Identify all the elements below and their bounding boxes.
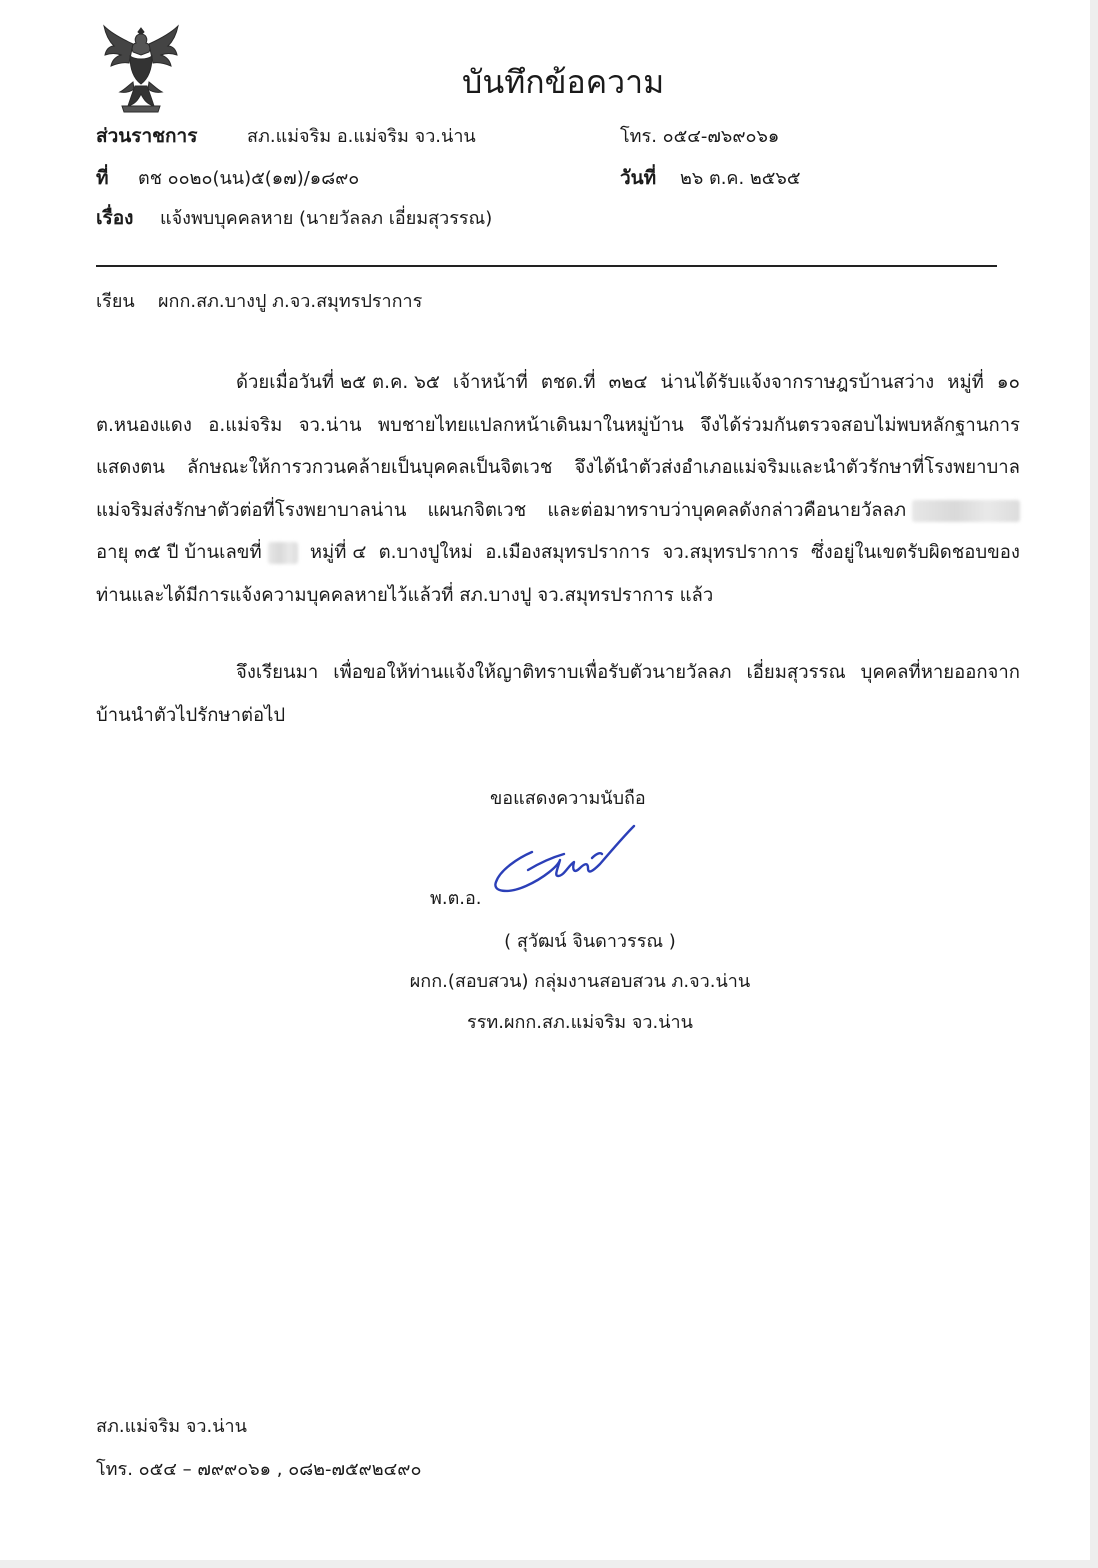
body-paragraph-1 [96, 362, 1020, 617]
text-segment: อ.เมืองสมุทรปราการ [485, 542, 651, 563]
text-segment: ๑๐ [996, 372, 1020, 393]
text-segment: ลักษณะให้การวกวนคล้ายเป็นบุคคลเป็นจิตเวช [186, 457, 553, 478]
paragraph-line [96, 447, 1020, 490]
paragraph-line [96, 652, 1020, 695]
closing-regards: ขอแสดงความนับถือ [490, 788, 646, 809]
text-segment: หมู่ที่ ๔ [309, 542, 367, 563]
text-segment: แสดงตน [96, 457, 165, 478]
division-value: สภ.แม่จริม อ.แม่จริม จว.น่าน [247, 126, 476, 147]
salutation-label: เรียน [96, 291, 135, 312]
footer-phone: โทร. ๐๕๔ – ๗๙๙๐๖๑ , ๐๘๒-๗๕๙๒๔๙๐ [96, 1459, 422, 1480]
text-segment [547, 490, 1020, 533]
redacted-house-number [268, 542, 298, 564]
redacted-surname [912, 500, 1020, 522]
text-segment: จว.สมุทรปราการ [662, 542, 799, 563]
handwritten-signature [488, 818, 648, 898]
text-segment: ตชด.ที่ [540, 372, 596, 393]
text-segment [96, 532, 298, 575]
date-label: วันที่ [620, 167, 657, 189]
garuda-emblem [100, 22, 182, 114]
date-value: ๒๖ ต.ค. ๒๕๖๕ [680, 168, 801, 189]
ref-value: ตช ๐๐๒๐(นน)๕(๑๗)/๑๘๙๐ [138, 168, 360, 189]
paragraph-line [96, 532, 1020, 575]
text-segment: ซึ่งอยู่ในเขตรับผิดชอบของ [811, 542, 1020, 563]
text-segment: จึงได้นำตัวส่งอำเภอแม่จริมและนำตัวรักษาที่โรงพยาบาล [574, 457, 1020, 478]
subject-value: แจ้งพบบุคคลหาย (นายวัลลภ เอี่ยมสุวรรณ) [160, 208, 493, 229]
phone-value: โทร. ๐๕๔-๗๖๙๐๖๑ [620, 126, 780, 147]
body-paragraph-2 [96, 652, 1020, 737]
text-segment: เพื่อขอให้ท่านแจ้งให้ญาติทราบเพื่อรับตัวนายวัลลภ [333, 662, 732, 683]
salutation-value: ผกก.สภ.บางปู ภ.จว.สมุทรปราการ [158, 291, 423, 312]
text-segment: ๓๒๔ [608, 372, 648, 393]
paragraph-line [96, 490, 1020, 533]
text-segment: เอี่ยมสุวรรณ [746, 662, 846, 683]
signer-name: ( สุวัฒน์ จินดาวรรณ ) [504, 931, 676, 952]
text-segment: บ้านนำตัวไปรักษาต่อไป [96, 704, 286, 726]
text-segment: ด้วยเมื่อวันที่ ๒๕ ต.ค. ๖๕ [236, 372, 440, 393]
division-label: ส่วนราชการ [96, 125, 198, 147]
text-segment: แม่จริมส่งรักษาตัวต่อที่โรงพยาบาลน่าน [96, 499, 407, 521]
signer-rank: พ.ต.อ. [430, 888, 482, 909]
text-segment: อ.แม่จริม [208, 414, 283, 436]
paragraph-line [96, 695, 1020, 738]
paragraph-line [96, 405, 1020, 448]
signer-position-2: รรท.ผกก.สภ.แม่จริม จว.น่าน [467, 1012, 693, 1033]
text-segment: บุคคลที่หายออกจาก [860, 662, 1020, 683]
paragraph-line [96, 362, 1020, 405]
text-segment: ต.หนองแดง [96, 414, 192, 436]
text-segment: น่านได้รับแจ้งจากราษฎรบ้านสว่าง [660, 372, 935, 393]
subject-label: เรื่อง [96, 207, 134, 229]
text-segment: อายุ ๓๕ ปี บ้านเลขที่ [96, 542, 262, 563]
header-divider [96, 265, 997, 267]
text-segment: และต่อมาทราบว่าบุคคลดังกล่าวคือนายวัลลภ [547, 499, 907, 521]
text-segment: จว.น่าน [298, 414, 362, 436]
text-segment: หมู่ที่ [947, 372, 984, 393]
signer-position-1: ผกก.(สอบสวน) กลุ่มงานสอบสวน ภ.จว.น่าน [409, 971, 751, 992]
text-segment: จึงได้ร่วมกันตรวจสอบไม่พบหลักฐานการ [700, 414, 1020, 436]
memo-title: บันทึกข้อความ [462, 63, 665, 101]
text-segment: ต.บางปูใหม่ [378, 542, 473, 563]
text-segment: แผนกจิตเวช [427, 499, 527, 521]
text-segment: เจ้าหน้าที่ [452, 372, 528, 393]
text-segment: พบชายไทยแปลกหน้าเดินมาในหมู่บ้าน [377, 414, 684, 436]
text-segment: จึงเรียนมา [236, 662, 319, 683]
ref-label: ที่ [96, 167, 109, 189]
footer-office: สภ.แม่จริม จว.น่าน [96, 1416, 247, 1437]
text-segment: ท่านและได้มีการแจ้งความบุคคลหายไว้แล้วที่ สภ.บางปู จว.สมุทรปราการ แล้ว [96, 584, 714, 606]
paragraph-line [96, 575, 1020, 618]
